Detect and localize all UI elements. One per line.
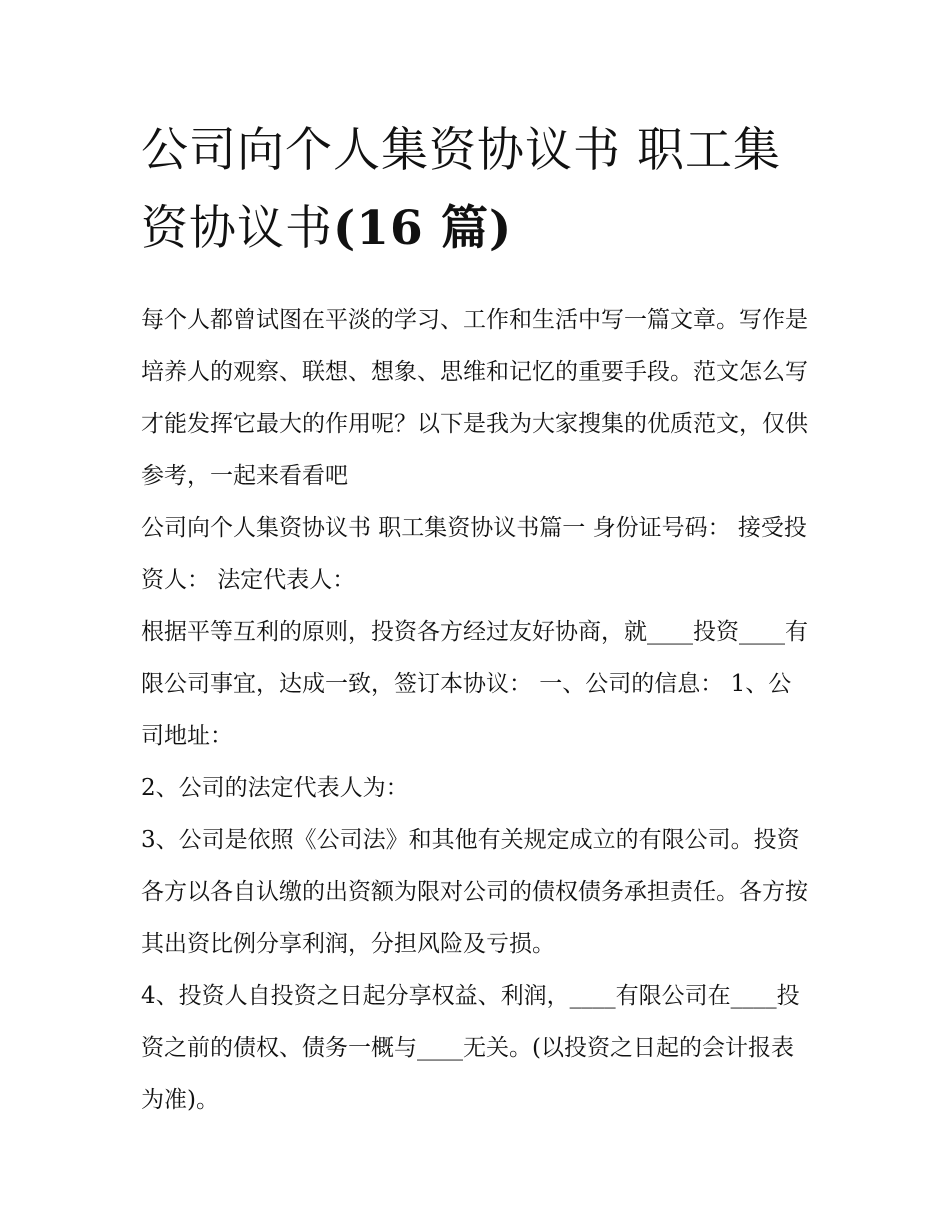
clause-3-paragraph: 3、公司是依照《公司法》和其他有关规定成立的有限公司。投资各方以各自认缴的出资额为限对公司的债权债务承担责任。各方按其出资比例分享利润，分担风险及亏损。 [141, 827, 808, 957]
clause-2-paragraph: 2、公司的法定代表人为： [141, 775, 409, 801]
title-main-text: 公司向个人集资协议书 职工集资协议书 [141, 123, 781, 256]
principle-paragraph: 根据平等互利的原则，投资各方经过友好协商，就____投资____有限公司事宜，达成一致，签订本协议： 一、公司的信息： 1、公司地址： [141, 619, 808, 749]
title-count-text: (16 篇) [333, 201, 513, 256]
intro-paragraph: 每个人都曾试图在平淡的学习、工作和生活中写一篇文章。写作是培养人的观察、联想、想象、思维和记忆的重要手段。范文怎么写才能发挥它最大的作用呢？以下是我为大家搜集的优质范文，仅供参考，一起来看看吧 [141, 307, 808, 489]
clause-4-paragraph: 4、投资人自投资之日起分享权益、利润，____有限公司在____投资之前的债权、债务一概与____无关。(以投资之日起的会计报表为准)。 [141, 983, 800, 1113]
section-heading-paragraph: 公司向个人集资协议书 职工集资协议书篇一 身份证号码： 接受投资人： 法定代表人： [141, 515, 807, 593]
document-title [141, 112, 812, 268]
